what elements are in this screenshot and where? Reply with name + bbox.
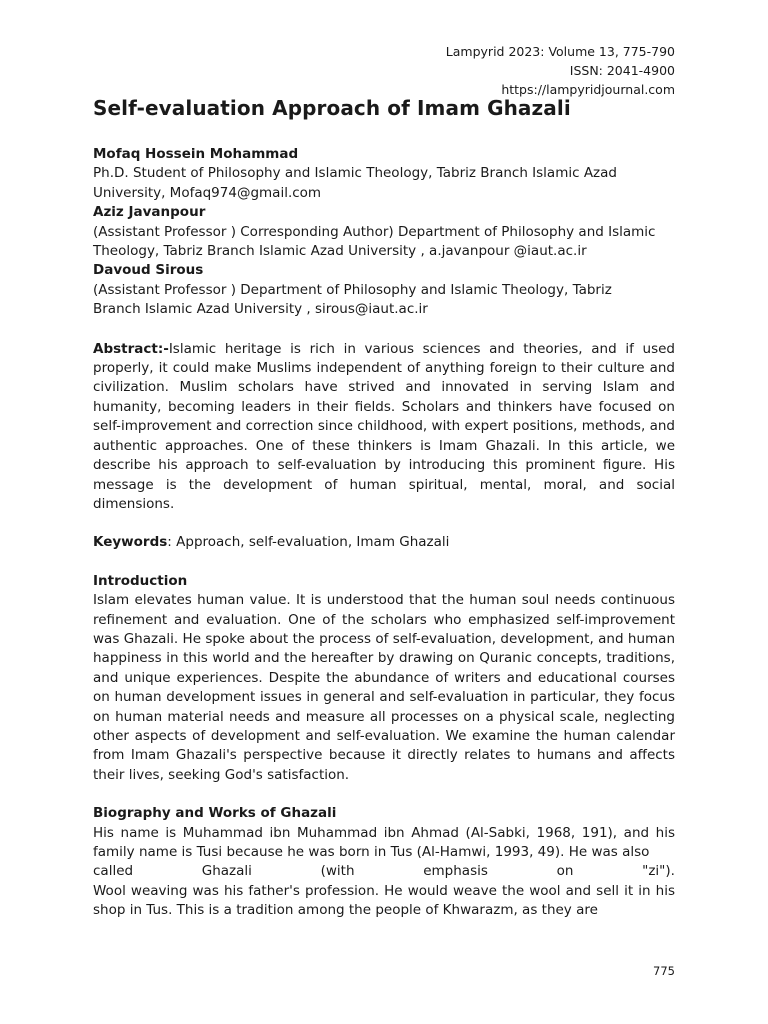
author-affiliation: Theology, Tabriz Branch Islamic Azad University , a.javanpour @iaut.ac.ir bbox=[93, 243, 587, 260]
author-affiliation: (Assistant Professor ) Corresponding Author) Department of Philosophy and Islamic bbox=[93, 223, 656, 240]
word: emphasis bbox=[423, 863, 488, 880]
paper-body bbox=[93, 145, 675, 921]
author-block bbox=[93, 261, 675, 319]
section-heading-introduction: Introduction bbox=[93, 572, 188, 589]
section-heading-biography: Biography and Works of Ghazali bbox=[93, 805, 337, 822]
page-number: 775 bbox=[653, 964, 675, 978]
author-affiliation: Ph.D. Student of Philosophy and Islamic Theology, Tabriz Branch Islamic Azad bbox=[93, 165, 617, 182]
paper-title: Self-evaluation Approach of Imam Ghazali bbox=[93, 96, 571, 120]
running-header bbox=[446, 42, 675, 99]
word: on bbox=[556, 863, 574, 880]
author-affiliation: University, Mofaq974@gmail.com bbox=[93, 184, 322, 201]
abstract-text: Islamic heritage is rich in various sciences and theories, and if used properly, it could make Muslims independent of anything foreign to their culture and civilization. Muslim scholars have strived and innovated in serving Islam and humanity, becoming leaders in their fields. Scholars and thinkers have focused on self-improvement and correction since childhood, with expert positions, methods, and authentic approaches. One of these thinkers is Imam Ghazali. In this article, we describe his approach to self-evaluation by introducing this prominent figure. His message is the development of human spiritual, mental, moral, and social dimensions. bbox=[93, 340, 675, 512]
author-block bbox=[93, 145, 675, 203]
word: Ghazali bbox=[201, 863, 252, 880]
author-name: Mofaq Hossein Mohammad bbox=[93, 146, 299, 162]
abstract bbox=[93, 340, 675, 515]
biography-paragraph: His name is Muhammad ibn Muhammad ibn Ahmad (Al-Sabki, 1968, 191), and his family name is Tusi because he was born in Tus (Al-Hamwi, 1993, 49). He was also bbox=[93, 824, 675, 860]
biography-called-line bbox=[93, 862, 675, 881]
author-affiliation: Branch Islamic Azad University , sirous@iaut.ac.ir bbox=[93, 301, 428, 318]
journal-volume: Lampyrid 2023: Volume 13, 775-790 bbox=[445, 44, 675, 59]
author-block bbox=[93, 203, 675, 261]
keywords-text: : Approach, self-evaluation, Imam Ghazali bbox=[167, 534, 450, 551]
introduction-paragraph: Islam elevates human value. It is understood that the human soul needs continuous refinement and evaluation. One of the scholars who emphasized self-improvement was Ghazali. He spoke about the process of self-evaluation, development, and human happiness in this world and the hereafter by drawing on Quranic concepts, traditions, and unique experiences. Despite the abundance of writers and educational courses on human development issues in general and self-evaluation in particular, they focus on human material needs and measure all processes on a physical scale, neglecting other aspects of development and self-evaluation. We examine the human calendar from Imam Ghazali's perspective because it directly relates to humans and affects their lives, seeking God's satisfaction. bbox=[93, 592, 675, 783]
issn: ISSN: 2041-4900 bbox=[569, 63, 675, 78]
keywords-label: Keywords bbox=[93, 534, 168, 551]
journal-url[interactable]: https://lampyridjournal.com bbox=[501, 82, 675, 97]
biography-paragraph-continued: Wool weaving was his father's profession. He would weave the wool and sell it in his shop in Tus. This is a tradition among the people of Khwarazm, as they are bbox=[93, 882, 675, 919]
author-name: Davoud Sirous bbox=[93, 262, 204, 279]
word: called bbox=[93, 863, 134, 880]
keywords bbox=[93, 533, 675, 552]
word: "zi"). bbox=[642, 863, 675, 880]
abstract-label: Abstract:- bbox=[93, 340, 169, 357]
author-name: Aziz Javanpour bbox=[93, 204, 206, 221]
author-affiliation: (Assistant Professor ) Department of Philosophy and Islamic Theology, Tabriz bbox=[93, 281, 612, 298]
word: (with bbox=[320, 863, 355, 880]
